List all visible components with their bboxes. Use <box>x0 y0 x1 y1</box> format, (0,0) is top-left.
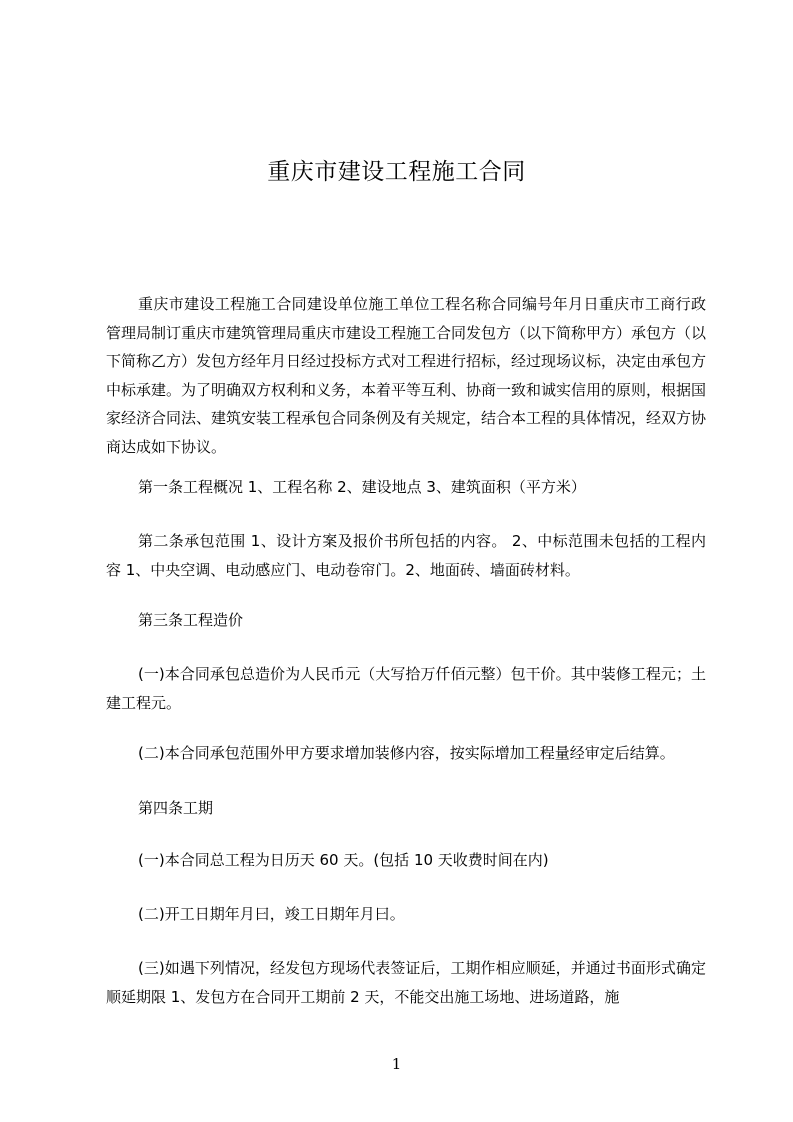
page-number: 1 <box>391 1055 402 1073</box>
paragraph-preamble: 重庆市建设工程施工合同建设单位施工单位工程名称合同编号年月日重庆市工商行政管理局制订重庆市建筑管理局重庆市建设工程施工合同发包方（以下简称甲方）承包方（以下简称乙方）发包方经年月日经过投标方式对工程进行招标，经过现场议标，决定由承包方中标承建。为了明确双方权利和义务，本着平等互利、协商一致和诚实信用的原则，根据国家经济合同法、建筑安装工程承包合同条例及有关规定，结合本工程的具体情况，经双方协商达成如下协议。 <box>106 295 707 456</box>
paragraph-article-2: 第二条承包范围 1、设计方案及报价书所包括的内容。 2、中标范围未包括的工程内容 1、中央空调、电动感应门、电动卷帘门。2、地面砖、墙面砖材料。 <box>106 532 706 579</box>
paragraph-article-4-heading: 第四条工期 <box>138 799 214 817</box>
paragraph-article-4-item-1: (一)本合同总工程为日历天 60 天。(包括 10 天收费时间在内) <box>138 851 549 869</box>
paragraph-article-1: 第一条工程概况 1、工程名称 2、建设地点 3、建筑面积（平方米） <box>138 478 586 496</box>
document-title: 重庆市建设工程施工合同 <box>267 159 526 186</box>
paragraph-article-3-heading: 第三条工程造价 <box>138 611 244 629</box>
paragraph-article-3-item-1: (一)本合同承包总造价为人民币元（大写拾万仟佰元整）包干价。其中装修工程元；土建工程元。 <box>106 665 706 712</box>
paragraph-article-3-item-2: (二)本合同承包范围外甲方要求增加装修内容，按实际增加工程量经审定后结算。 <box>138 744 675 762</box>
paragraph-article-4-item-2: (二)开工日期年月曰，竣工日期年月曰。 <box>138 905 405 923</box>
paragraph-article-4-item-3: (三)如遇下列情况，经发包方现场代表签证后，工期作相应顺延，并通过书面形式确定顺延期限 1、发包方在合同开工期前 2 天，不能交出施工场地、进场道路，施 <box>106 959 706 1006</box>
